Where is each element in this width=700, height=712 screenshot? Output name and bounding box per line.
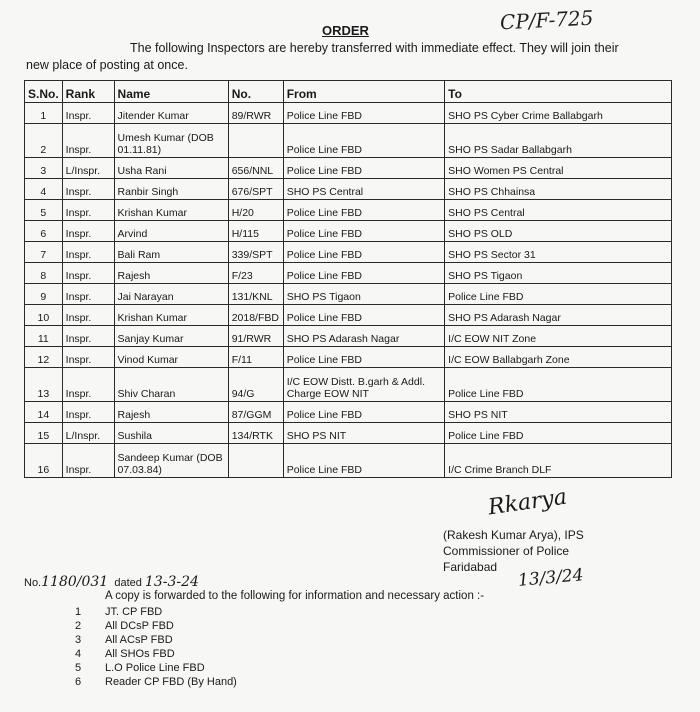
signatory-name: (Rakesh Kumar Arya), IPS [443,528,584,542]
recipient-text: JT. CP FBD [105,606,163,618]
recipient-text: All DCsP FBD [105,620,174,632]
cell-sno: 10 [25,305,63,326]
cell-to: SHO PS Tigaon [445,263,672,284]
cell-from: Police Line FBD [283,444,444,478]
table-row [25,263,672,284]
memo-no-value: 1180/031 [41,574,109,590]
cell-name: Vinod Kumar [114,347,228,368]
column-header-name: Name [114,81,228,103]
cell-from: I/C EOW Distt. B.garh & Addl. Charge EOW NIT [283,368,444,402]
cell-from: Police Line FBD [283,242,444,263]
cell-to: SHO PS Sector 31 [445,242,672,263]
table-row [25,221,672,242]
cell-name: Rajesh [114,263,228,284]
cell-no: F/23 [228,263,283,284]
cell-sno: 8 [25,263,63,284]
cell-to: SHO PS Sadar Ballabgarh [445,124,672,158]
cell-rank: Inspr. [62,179,114,200]
table-row [25,242,672,263]
cell-from: SHO PS NIT [283,423,444,444]
cell-no: 91/RWR [228,326,283,347]
recipient-item [75,606,162,618]
cell-sno: 15 [25,423,63,444]
cell-to: Police Line FBD [445,423,672,444]
cell-no: 131/KNL [228,284,283,305]
cell-rank: Inspr. [62,124,114,158]
cell-no: 656/NNL [228,158,283,179]
table-row [25,124,672,158]
cell-no: 676/SPT [228,179,283,200]
cell-rank: Inspr. [62,284,114,305]
recipient-number: 4 [75,648,82,660]
cell-from: Police Line FBD [283,124,444,158]
handwritten-file-reference: CP/F-725 [499,5,594,35]
cell-from: Police Line FBD [283,263,444,284]
cell-sno: 6 [25,221,63,242]
cell-no: 339/SPT [228,242,283,263]
cell-sno: 3 [25,158,63,179]
recipient-number: 6 [75,676,82,688]
cell-no [228,444,283,478]
recipient-item [75,676,237,688]
cell-sno: 4 [25,179,63,200]
cell-from: Police Line FBD [283,305,444,326]
transfer-table [24,80,672,478]
memo-dated-label: dated [114,577,142,589]
cell-from: Police Line FBD [283,103,444,124]
cell-sno: 9 [25,284,63,305]
cell-name: Usha Rani [114,158,228,179]
cell-no: 89/RWR [228,103,283,124]
cell-name: Sushila [114,423,228,444]
recipient-number: 2 [75,620,82,632]
table-row [25,326,672,347]
cell-rank: Inspr. [62,347,114,368]
cell-rank: Inspr. [62,326,114,347]
cell-no: 134/RTK [228,423,283,444]
table-row [25,368,672,402]
column-header-rank: Rank [62,81,114,103]
cell-rank: L/Inspr. [62,158,114,179]
cell-rank: Inspr. [62,103,114,124]
cell-rank: Inspr. [62,221,114,242]
cell-sno: 13 [25,368,63,402]
cell-rank: Inspr. [62,263,114,284]
table-row [25,179,672,200]
cell-to: I/C Crime Branch DLF [445,444,672,478]
cell-name: Shiv Charan [114,368,228,402]
cell-name: Krishan Kumar [114,305,228,326]
cell-sno: 16 [25,444,63,478]
cell-rank: Inspr. [62,444,114,478]
table-row [25,284,672,305]
column-header-sno: S.No. [25,81,63,103]
cell-name: Arvind [114,221,228,242]
recipient-text: L.O Police Line FBD [105,662,205,674]
cell-sno: 5 [25,200,63,221]
cell-to: I/C EOW NIT Zone [445,326,672,347]
cell-from: Police Line FBD [283,158,444,179]
cell-no: 87/GGM [228,402,283,423]
table-row [25,423,672,444]
cell-to: SHO Women PS Central [445,158,672,179]
table-row [25,200,672,221]
cell-rank: Inspr. [62,242,114,263]
cell-rank: Inspr. [62,305,114,326]
column-header-no: No. [228,81,283,103]
table-row [25,305,672,326]
cell-from: Police Line FBD [283,347,444,368]
cell-from: Police Line FBD [283,200,444,221]
table-row [25,103,672,124]
signature-scribble: Rkarya [486,484,569,521]
recipient-number: 3 [75,634,82,646]
cell-from: SHO PS Tigaon [283,284,444,305]
cell-from: SHO PS Central [283,179,444,200]
recipient-number: 5 [75,662,82,674]
cell-name: Krishan Kumar [114,200,228,221]
cell-rank: Inspr. [62,368,114,402]
cell-to: Police Line FBD [445,284,672,305]
cell-from: SHO PS Adarash Nagar [283,326,444,347]
table-row [25,158,672,179]
memo-no-label: No. [24,577,42,589]
recipient-text: Reader CP FBD (By Hand) [105,676,237,688]
cell-no: H/20 [228,200,283,221]
cell-sno: 14 [25,402,63,423]
signatory-place: Faridabad [443,560,498,574]
table-row [25,402,672,423]
forward-text: A copy is forwarded to the following for information and necessary action :- [105,590,485,602]
intro-text-line-2: new place of posting at once. [26,58,188,72]
cell-to: SHO PS Chhainsa [445,179,672,200]
recipient-item [75,634,173,646]
table-row [25,347,672,368]
recipient-item [75,662,205,674]
recipient-item [75,620,174,632]
recipient-item [75,648,175,660]
cell-to: Police Line FBD [445,368,672,402]
recipient-text: All SHOs FBD [105,648,175,660]
cell-to: SHO PS Cyber Crime Ballabgarh [445,103,672,124]
cell-sno: 2 [25,124,63,158]
column-header-from: From [283,81,444,103]
cell-no: 2018/FBD [228,305,283,326]
cell-to: SHO PS Central [445,200,672,221]
cell-name: Ranbir Singh [114,179,228,200]
cell-rank: Inspr. [62,200,114,221]
table-row [25,444,672,478]
cell-name: Jai Narayan [114,284,228,305]
cell-sno: 12 [25,347,63,368]
cell-name: Sandeep Kumar (DOB 07.03.84) [114,444,228,478]
memo-dated-value: 13-3-24 [144,574,199,590]
cell-to: SHO PS NIT [445,402,672,423]
cell-name: Jitender Kumar [114,103,228,124]
cell-name: Bali Ram [114,242,228,263]
cell-to: SHO PS OLD [445,221,672,242]
cell-from: Police Line FBD [283,402,444,423]
cell-sno: 11 [25,326,63,347]
cell-no: F/11 [228,347,283,368]
cell-no [228,124,283,158]
column-header-to: To [445,81,672,103]
table-header-row [25,81,672,103]
recipient-number: 1 [75,606,82,618]
cell-rank: Inspr. [62,402,114,423]
cell-rank: L/Inspr. [62,423,114,444]
cell-no: H/115 [228,221,283,242]
cell-to: I/C EOW Ballabgarh Zone [445,347,672,368]
cell-sno: 7 [25,242,63,263]
cell-name: Umesh Kumar (DOB 01.11.81) [114,124,228,158]
cell-from: Police Line FBD [283,221,444,242]
handwritten-signature-date: 13/3/24 [517,565,585,591]
order-title: ORDER [322,23,369,38]
cell-to: SHO PS Adarash Nagar [445,305,672,326]
memo-number-line [24,574,199,590]
intro-text-line-1: The following Inspectors are hereby transferred with immediate effect. They will join their [130,41,619,55]
cell-sno: 1 [25,103,63,124]
cell-no: 94/G [228,368,283,402]
cell-name: Rajesh [114,402,228,423]
cell-name: Sanjay Kumar [114,326,228,347]
recipient-text: All ACsP FBD [105,634,173,646]
signatory-designation: Commissioner of Police [443,544,570,558]
